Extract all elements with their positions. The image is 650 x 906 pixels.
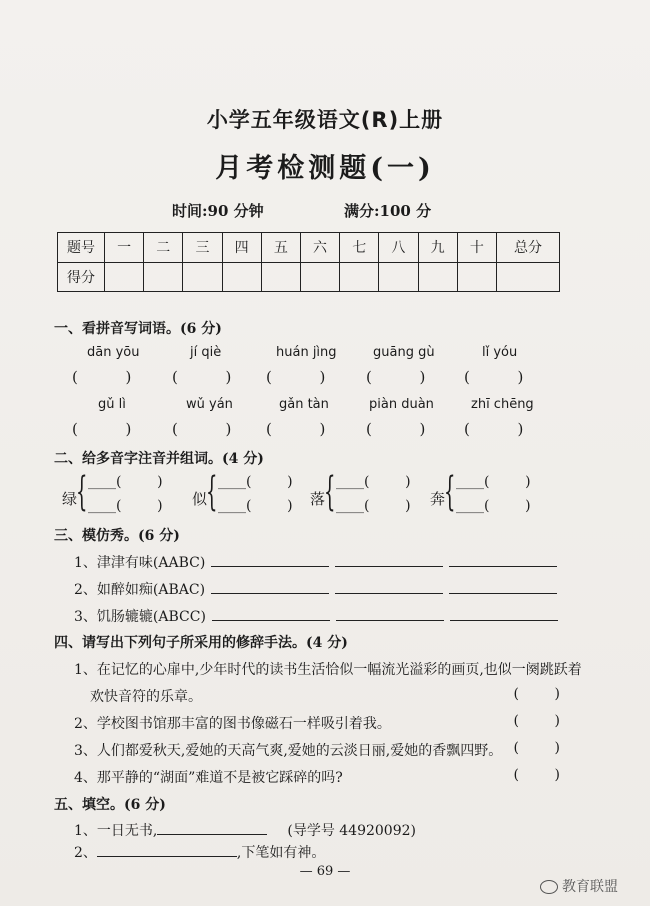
score-input-cell[interactable]	[261, 262, 300, 292]
section3-heading: 三、模仿秀。(6 分)	[54, 528, 180, 544]
answer-blank[interactable]: ( )	[266, 420, 326, 438]
answer-blank[interactable]: ____( )	[336, 474, 411, 490]
answer-line[interactable]	[212, 606, 330, 621]
score-cell: 五	[261, 233, 300, 263]
imitation-item	[74, 579, 557, 599]
fill-suffix: ,下笔如有神。	[236, 845, 326, 861]
guide-number: (导学号 44920092)	[287, 823, 416, 839]
score-cell: 九	[418, 233, 457, 263]
answer-blank[interactable]: ( )	[366, 420, 426, 438]
pinyin: gǔ lì	[98, 397, 126, 412]
exam-title: 小学五年级语文(R)上册	[206, 108, 444, 132]
score-cell: 八	[379, 233, 418, 263]
answer-blank[interactable]: ____( )	[456, 498, 531, 514]
imitation-example: 2、如醉如痴(ABAC)	[74, 582, 206, 598]
answer-line[interactable]	[211, 552, 329, 567]
exam-time: 时间:90 分钟	[172, 202, 264, 220]
brace-icon: {	[324, 469, 336, 515]
score-table-score-row	[58, 262, 560, 292]
answer-paren[interactable]: ( )	[513, 767, 560, 783]
imitation-example: 3、饥肠辘辘(ABCC)	[74, 609, 206, 625]
fill-item	[74, 820, 416, 840]
section4-heading: 四、请写出下列句子所采用的修辞手法。(4 分)	[54, 635, 348, 651]
pinyin: lǐ yóu	[482, 345, 518, 360]
score-input-cell[interactable]	[105, 262, 144, 292]
pinyin: guāng gù	[373, 345, 435, 360]
answer-blank[interactable]: ( )	[366, 368, 426, 386]
answer-paren[interactable]: ( )	[513, 686, 560, 702]
rhetoric-item-cont: 欢快音符的乐章。	[90, 689, 202, 705]
pinyin: zhī chēng	[471, 397, 534, 412]
fill-prefix: 2、	[74, 845, 97, 861]
score-table-header-row	[58, 233, 560, 263]
brace-icon: {	[444, 469, 456, 515]
page-number: — 69 —	[299, 864, 351, 879]
brace-icon: {	[206, 469, 218, 515]
rhetoric-item: 2、学校图书馆那丰富的图书像磁石一样吸引着我。	[74, 716, 391, 732]
answer-blank[interactable]: ( )	[464, 368, 524, 386]
answer-line[interactable]	[336, 606, 444, 621]
rhetoric-item: 1、在记忆的心扉中,少年时代的读书生活恰似一幅流光溢彩的画页,也似一阕跳跃着	[74, 662, 582, 678]
exam-full-score: 满分:100 分	[344, 202, 432, 220]
polyphone-char: 落	[310, 490, 326, 508]
answer-blank[interactable]: ____( )	[336, 498, 411, 514]
imitation-item	[74, 552, 557, 572]
polyphone-item	[192, 470, 312, 520]
imitation-example: 1、津津有味(AABC)	[74, 555, 206, 571]
score-cell: 总分	[497, 233, 560, 263]
polyphone-item	[430, 470, 550, 520]
polyphone-item	[310, 470, 430, 520]
score-input-cell[interactable]	[497, 262, 560, 292]
score-table	[57, 232, 560, 292]
score-input-cell[interactable]	[183, 262, 222, 292]
answer-line[interactable]	[335, 579, 443, 594]
answer-blank[interactable]: ____( )	[88, 474, 163, 490]
answer-blank[interactable]: ____( )	[88, 498, 163, 514]
polyphone-char: 绿	[62, 490, 78, 508]
section2-heading: 二、给多音字注音并组词。(4 分)	[54, 451, 264, 467]
polyphone-item	[62, 470, 182, 520]
answer-blank[interactable]: ( )	[72, 368, 132, 386]
answer-blank[interactable]: ( )	[266, 368, 326, 386]
pinyin: jí qiè	[190, 345, 222, 360]
wechat-icon	[540, 880, 558, 894]
answer-paren[interactable]: ( )	[513, 713, 560, 729]
answer-blank[interactable]: ____( )	[456, 474, 531, 490]
answer-paren[interactable]: ( )	[513, 740, 560, 756]
fill-prefix: 1、一日无书,	[74, 823, 158, 839]
brace-icon: {	[76, 469, 88, 515]
score-cell: 四	[222, 233, 261, 263]
pinyin: dān yōu	[87, 345, 140, 360]
pinyin: huán jìng	[276, 345, 337, 360]
score-input-cell[interactable]	[457, 262, 496, 292]
answer-line[interactable]	[97, 842, 237, 857]
polyphone-char: 似	[192, 490, 208, 508]
answer-line[interactable]	[450, 606, 558, 621]
pinyin: piàn duàn	[369, 397, 434, 412]
pinyin: gǎn tàn	[279, 397, 329, 412]
score-input-cell[interactable]	[340, 262, 379, 292]
watermark	[540, 876, 618, 896]
score-cell: 六	[300, 233, 339, 263]
answer-blank[interactable]: ( )	[464, 420, 524, 438]
score-input-cell[interactable]	[144, 262, 183, 292]
pinyin: wǔ yán	[186, 397, 233, 412]
score-input-cell[interactable]	[222, 262, 261, 292]
imitation-item	[74, 606, 558, 626]
polyphone-char: 奔	[430, 490, 446, 508]
score-cell: 七	[340, 233, 379, 263]
answer-line[interactable]	[449, 552, 557, 567]
score-cell: 十	[457, 233, 496, 263]
score-cell: 一	[105, 233, 144, 263]
score-cell: 题号	[58, 233, 105, 263]
answer-blank[interactable]: ( )	[172, 420, 232, 438]
score-cell: 二	[144, 233, 183, 263]
answer-blank[interactable]: ( )	[72, 420, 132, 438]
score-row-label: 得分	[58, 262, 105, 292]
rhetoric-item: 4、那平静的“湖面”难道不是被它踩碎的吗?	[74, 770, 343, 786]
exam-subtitle: 月考检测题(一)	[215, 153, 435, 184]
section5-heading: 五、填空。(6 分)	[54, 797, 166, 813]
fill-item	[74, 842, 325, 862]
answer-line[interactable]	[449, 579, 557, 594]
watermark-text: 教育联盟	[562, 879, 618, 895]
answer-line[interactable]	[335, 552, 443, 567]
answer-line[interactable]	[211, 579, 329, 594]
score-input-cell[interactable]	[379, 262, 418, 292]
answer-blank[interactable]: ____( )	[218, 498, 293, 514]
rhetoric-item: 3、人们都爱秋天,爱她的天高气爽,爱她的云淡日丽,爱她的香飘四野。	[74, 743, 503, 759]
section1-heading: 一、看拼音写词语。(6 分)	[54, 321, 222, 337]
score-input-cell[interactable]	[418, 262, 457, 292]
answer-line[interactable]	[157, 820, 267, 835]
answer-blank[interactable]: ( )	[172, 368, 232, 386]
score-cell: 三	[183, 233, 222, 263]
score-input-cell[interactable]	[300, 262, 339, 292]
answer-blank[interactable]: ____( )	[218, 474, 293, 490]
